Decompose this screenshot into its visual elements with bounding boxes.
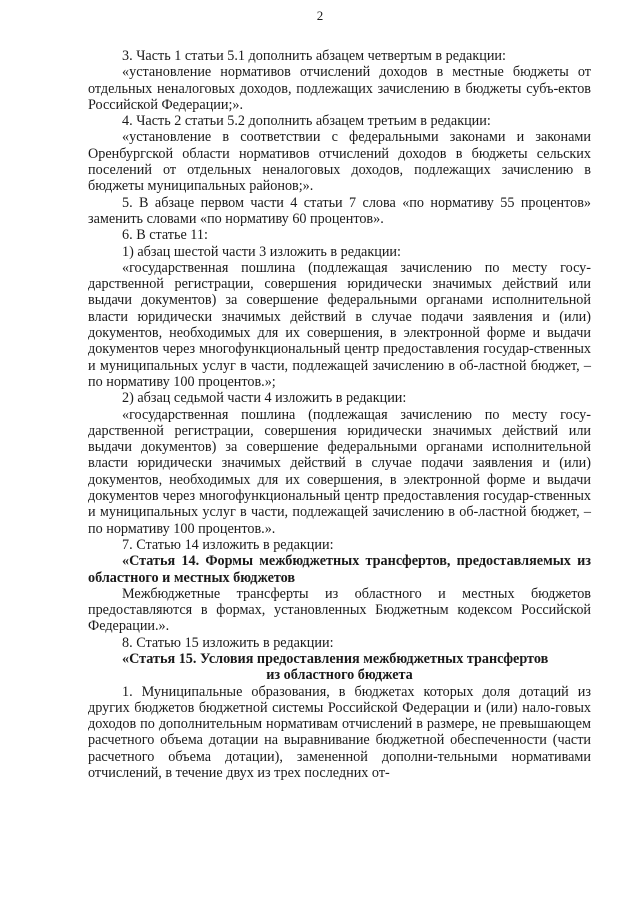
paragraph: 5. В абзаце первом части 4 статьи 7 слова «по нормативу 55 процентов» заменить словами «по нормативу 60 процентов». (88, 194, 591, 227)
page-number: 2 (316, 8, 324, 23)
article-heading: «Статья 14. Формы межбюджетных трансфертов, предоставляемых из областного и местных бюджетов (88, 553, 591, 586)
article-heading: «Статья 15. Условия предоставления межбюджетных трансфертов (122, 650, 549, 667)
paragraph: «государственная пошлина (подлежащая зачислению по месту госу-дарственной регистрации, совершения юридически значимых действий или выдачи документов) за совершение федеральными органами исполнительной власти юридически значимых действий в случае подачи заявления и (или) документов, необходимых для их совершения, в электронной форме и выдачи документов через многофункциональный центр предоставления государ-ственных и муниципальных услуг в части, подлежащей зачислению в об-ластной бюджет, – по нормативу 100 процентов.»; (88, 259, 591, 390)
paragraph: 1) абзац шестой части 3 изложить в редакции: (122, 243, 401, 260)
paragraph: 7. Статью 14 изложить в редакции: (122, 536, 334, 553)
paragraph: «установление в соответствии с федеральными законами и законами Оренбургской области нормативов отчислений доходов в бюджеты сельских поселений от отдельных неналоговых доходов, подлежащих зачислению в бюджеты муниципальных районов;». (88, 129, 591, 195)
paragraph: 3. Часть 1 статьи 5.1 дополнить абзацем четвертым в редакции: (122, 48, 506, 64)
article-heading-continued: из областного бюджета (266, 667, 413, 684)
paragraph: «государственная пошлина (подлежащая зачислению по месту госу-дарственной регистрации, совершения юридически значимых действий или выдачи документов) за совершение федеральными органами исполнительной власти юридически значимых действий в случае подачи заявления и (или) документов, необходимых для их совершения, в электронной форме и выдачи документов через многофункциональный центр предоставления государ-ственных и муниципальных услуг в части, подлежащей зачислению в об-ластной бюджет, – по нормативу 100 процентов.». (88, 406, 591, 537)
paragraph: 8. Статью 15 изложить в редакции: (122, 634, 334, 651)
paragraph: 4. Часть 2 статьи 5.2 дополнить абзацем третьим в редакции: (122, 113, 491, 130)
paragraph: 1. Муниципальные образования, в бюджетах которых доля дотаций из других бюджетов бюджетной системы Российской Федерации и (или) нало-говых доходов по дополнительным нормативам отчислений в размере, не превышающем расчетного объема дотации на выравнивание бюджетной обеспеченности (части расчетного объема дотации), замененной дополни-тельными нормативами отчислений, в течение двух из трех последних от- (88, 683, 591, 782)
paragraph: 6. В статье 11: (122, 227, 208, 244)
paragraph: «установление нормативов отчислений доходов в местные бюджеты от отдельных неналоговых доходов, подлежащих зачислению в бюджеты субъ-ектов Российской Федерации;». (88, 64, 591, 113)
paragraph: 2) абзац седьмой части 4 изложить в редакции: (122, 390, 407, 407)
document-body (88, 48, 591, 781)
paragraph: Межбюджетные трансферты из областного и местных бюджетов предоставляются в формах, установленных Бюджетным кодексом Российской Федерации.». (88, 585, 591, 635)
